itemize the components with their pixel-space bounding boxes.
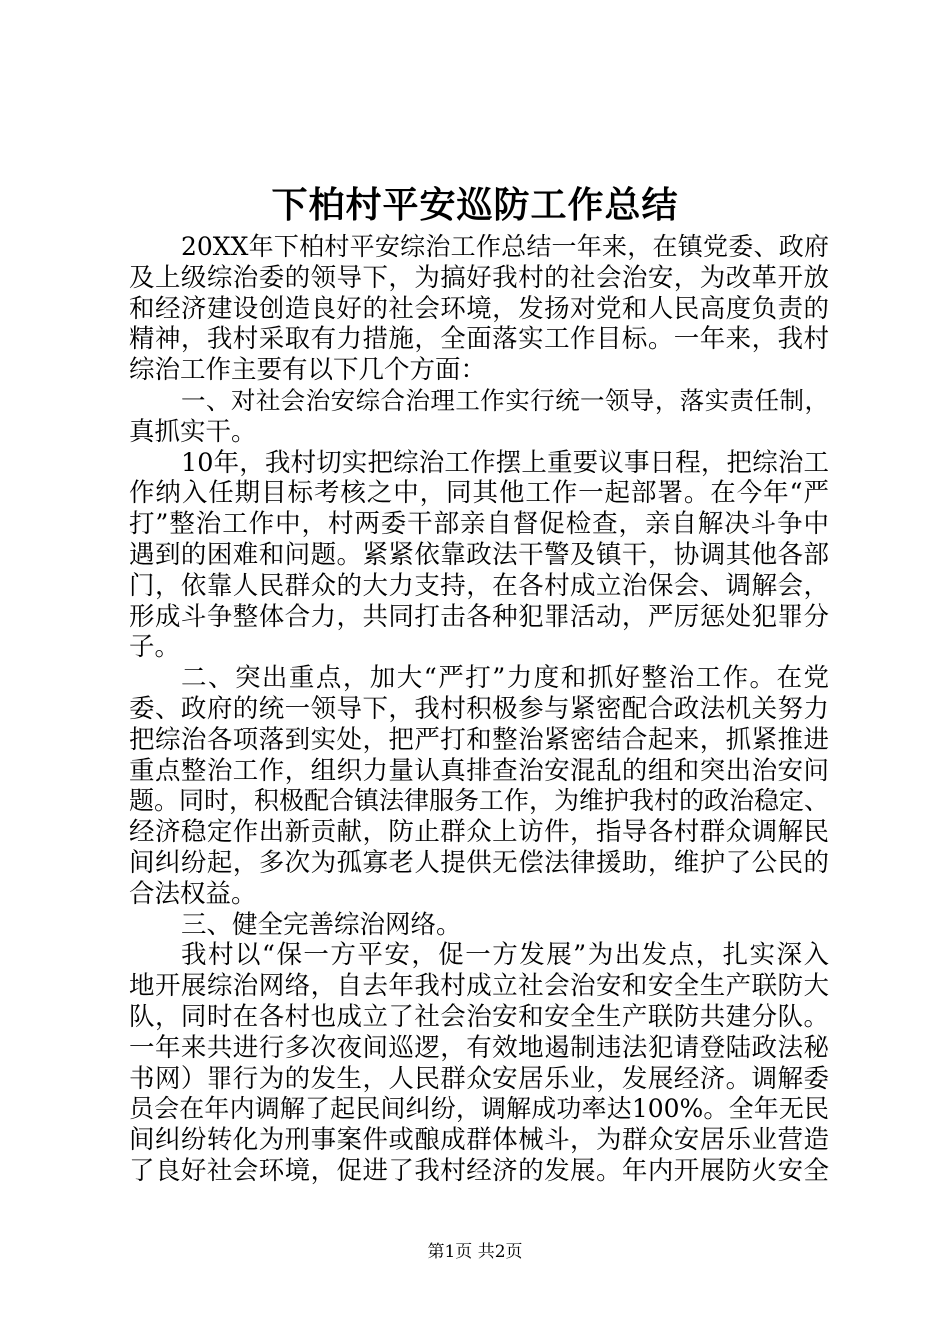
text-line: 遇到的困难和问题。紧紧依靠政法干警及镇干，协调其他各部 bbox=[129, 539, 829, 570]
text-line: 精神，我村采取有力措施，全面落实工作目标。一年来，我村 bbox=[129, 324, 829, 355]
document-title: 下柏村平安巡防工作总结 bbox=[271, 185, 679, 226]
text-line: 题。同时，积极配合镇法律服务工作，为维护我村的政治稳定、 bbox=[129, 786, 830, 816]
text-line: 地开展综治网络，自去年我村成立社会治安和安全生产联防大 bbox=[129, 971, 829, 1002]
text-line: 二、突出重点，加大“严打”力度和抓好整治工作。在党 bbox=[181, 663, 829, 694]
text-line: 重点整治工作，组织力量认真排查治安混乱的组和突出治安问 bbox=[129, 755, 829, 786]
text-line: 合法权益。 bbox=[129, 878, 257, 909]
text-line: 一年来共进行多次夜间巡逻，有效地遏制违法犯请登陆政法秘 bbox=[129, 1032, 829, 1063]
text-line: 了良好社会环境，促进了我村经济的发展。年内开展防火安全 bbox=[129, 1155, 829, 1186]
text-line: 形成斗争整体合力，共同打击各种犯罪活动，严厉惩处犯罪分 bbox=[129, 601, 829, 632]
text-line: 真抓实干。 bbox=[129, 416, 257, 447]
text-line: 20XX年下柏村平安综治工作总结一年来，在镇党委、政府 bbox=[181, 232, 829, 261]
text-line: 子。 bbox=[129, 632, 181, 663]
text-line: 和经济建设创造良好的社会环境，发扬对党和人民高度负责的 bbox=[129, 293, 829, 324]
text-line: 作纳入任期目标考核之中，同其他工作一起部署。在今年“严 bbox=[129, 478, 829, 509]
text-line: 门，依靠人民群众的大力支持，在各村成立治保会、调解会， bbox=[129, 570, 829, 601]
text-line: 委、政府的统一领导下，我村积极参与紧密配合政法机关努力 bbox=[129, 693, 829, 724]
text-line: 间纠纷起，多次为孤寡老人提供无偿法律援助，维护了公民的 bbox=[129, 847, 829, 878]
text-line: 三、健全完善综治网络。 bbox=[181, 909, 462, 940]
text-line: 书网）罪行为的发生，人民群众安居乐业，发展经济。调解委 bbox=[129, 1063, 829, 1094]
document-body bbox=[129, 232, 829, 1187]
text-line: 一、对社会治安综合治理工作实行统一领导，落实责任制， bbox=[181, 385, 829, 415]
text-line: 10年，我村切实把综治工作摆上重要议事日程，把综治工 bbox=[181, 447, 829, 478]
text-line: 间纠纷转化为刑事案件或酿成群体械斗，为群众安居乐业营造 bbox=[129, 1125, 829, 1156]
text-line: 我村以“保一方平安，促一方发展”为出发点，扎实深入 bbox=[181, 940, 829, 971]
text-line: 及上级综治委的领导下，为搞好我村的社会治安，为改革开放 bbox=[129, 262, 829, 293]
text-line: 综治工作主要有以下几个方面： bbox=[129, 355, 487, 386]
page-footer: 第1页 共2页 bbox=[427, 1242, 523, 1262]
text-line: 队，同时在各村也成立了社会治安和安全生产联防共建分队。 bbox=[129, 1001, 829, 1032]
text-line: 打”整治工作中，村两委干部亲自督促检查，亲自解决斗争中 bbox=[129, 509, 829, 540]
text-line: 经济稳定作出新贡献，防止群众上访件，指导各村群众调解民 bbox=[129, 817, 829, 848]
text-line: 员会在年内调解了起民间纠纷，调解成功率达100%。全年无民 bbox=[129, 1094, 829, 1124]
text-line: 把综治各项落到实处，把严打和整治紧密结合起来，抓紧推进 bbox=[129, 724, 829, 755]
